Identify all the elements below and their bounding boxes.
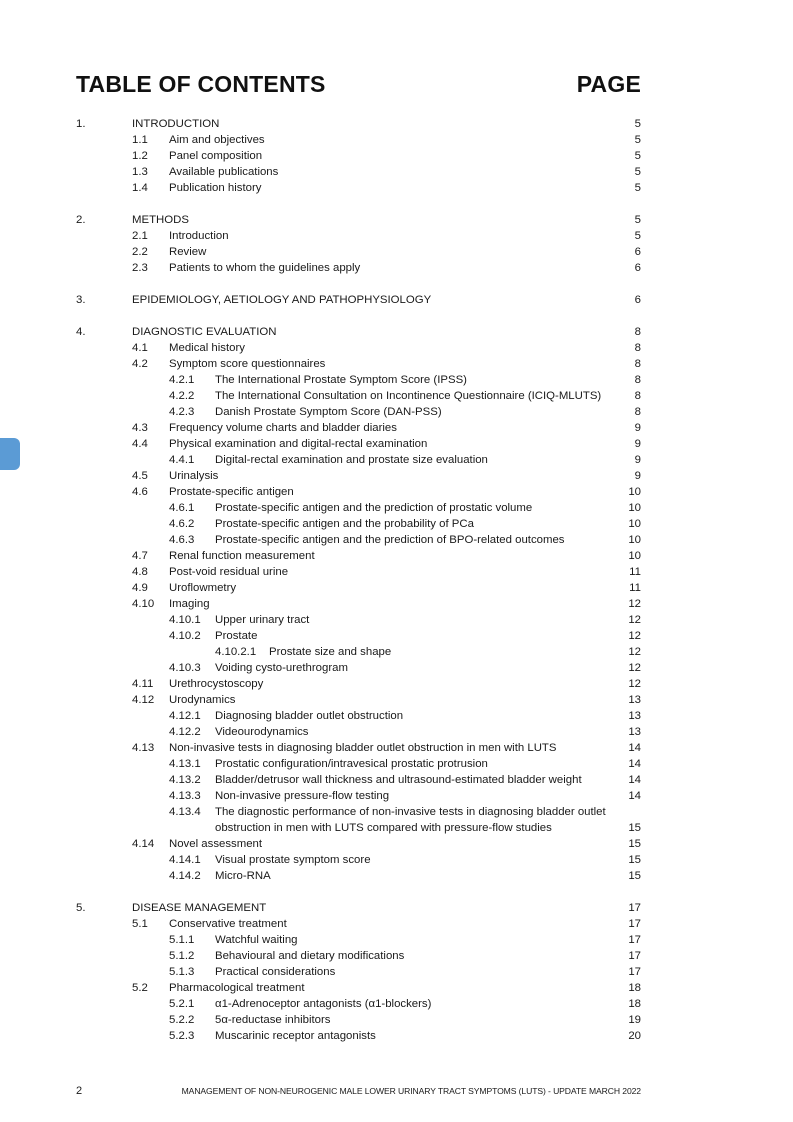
toc-entry-page: 14 xyxy=(628,742,641,754)
toc-entry[interactable] xyxy=(0,772,793,788)
toc-entry-title: Available publications xyxy=(169,166,279,178)
toc-entry-title: Frequency volume charts and bladder diaries xyxy=(169,422,397,434)
toc-entry-number: 4.10.3 xyxy=(169,662,201,674)
toc-entry[interactable] xyxy=(0,660,793,676)
toc-entry[interactable] xyxy=(0,180,793,196)
toc-entry-number: 4.4 xyxy=(132,438,148,450)
toc-entry-title: Imaging xyxy=(169,598,210,610)
toc-entry[interactable] xyxy=(0,500,793,516)
toc-entry-page: 5 xyxy=(634,230,641,242)
toc-entry[interactable] xyxy=(0,564,793,580)
toc-entry[interactable] xyxy=(0,148,793,164)
toc-entry[interactable] xyxy=(0,388,793,404)
toc-entry[interactable] xyxy=(0,532,793,548)
toc-entry[interactable] xyxy=(0,420,793,436)
toc-entry-number: 4.10.2 xyxy=(169,630,201,642)
toc-entry-number: 5.2.1 xyxy=(169,998,195,1010)
toc-entry-page: 9 xyxy=(634,438,641,450)
toc-entry-number: 4.2 xyxy=(132,358,148,370)
toc-entry-title: Upper urinary tract xyxy=(215,614,310,626)
toc-entry-number: 4.13.4 xyxy=(169,806,201,818)
footer-page-number: 2 xyxy=(76,1085,83,1097)
toc-entry[interactable] xyxy=(0,708,793,724)
toc-entry-number: 4.2.2 xyxy=(169,390,195,402)
toc-entry-title: Non-invasive pressure-flow testing xyxy=(215,790,390,802)
toc-entry-page: 18 xyxy=(628,998,641,1010)
toc-entry-page: 12 xyxy=(628,662,641,674)
toc-entry-title: Prostate size and shape xyxy=(269,646,392,658)
toc-entry-number: 4.12 xyxy=(132,694,155,706)
toc-entry-number: 4.13.3 xyxy=(169,790,201,802)
toc-entry[interactable] xyxy=(0,980,793,996)
toc-entry[interactable] xyxy=(0,756,793,772)
toc-entry-number: 4.6.1 xyxy=(169,502,195,514)
toc-entry-title: Watchful waiting xyxy=(215,934,298,946)
toc-entry-number: 5.2.3 xyxy=(169,1030,195,1042)
toc-entry-title: Visual prostate symptom score xyxy=(215,854,371,866)
toc-entry-number: 3. xyxy=(76,294,86,306)
toc-entry[interactable] xyxy=(0,164,793,180)
toc-entry-page: 15 xyxy=(628,870,641,882)
toc-entry[interactable] xyxy=(0,868,793,884)
toc-entry-number: 4.12.2 xyxy=(169,726,201,738)
toc-entry-title: Aim and objectives xyxy=(169,134,265,146)
toc-entry-title: METHODS xyxy=(132,214,189,226)
toc-entry[interactable] xyxy=(0,340,793,356)
toc-entry-title: 5α-reductase inhibitors xyxy=(215,1014,331,1026)
toc-entry[interactable] xyxy=(0,676,793,692)
toc-entry-title: Non-invasive tests in diagnosing bladder outlet obstruction in men with LUTS xyxy=(169,742,557,754)
toc-entry-number: 4.8 xyxy=(132,566,148,578)
toc-entry-number: 1.1 xyxy=(132,134,148,146)
toc-entry-number: 2. xyxy=(76,214,86,226)
toc-entry-page: 19 xyxy=(628,1014,641,1026)
toc-entry-title: obstruction in men with LUTS compared with pressure-flow studies xyxy=(215,822,552,834)
toc-entry[interactable] xyxy=(0,292,793,308)
toc-entry-page: 5 xyxy=(634,182,641,194)
toc-entry[interactable] xyxy=(0,404,793,420)
toc-entry-page: 8 xyxy=(634,342,641,354)
toc-entry-number: 2.3 xyxy=(132,262,148,274)
toc-entry-page: 12 xyxy=(628,598,641,610)
toc-entry-number: 4.14.2 xyxy=(169,870,201,882)
toc-entry-number: 4.10.1 xyxy=(169,614,201,626)
toc-entry[interactable] xyxy=(0,484,793,500)
toc-entry-page: 6 xyxy=(634,246,641,258)
toc-entry-page: 5 xyxy=(634,150,641,162)
toc-entry[interactable] xyxy=(0,836,793,852)
toc-entry[interactable] xyxy=(0,228,793,244)
toc-entry[interactable] xyxy=(0,724,793,740)
toc-entry-title: DIAGNOSTIC EVALUATION xyxy=(132,326,277,338)
toc-entry-page: 5 xyxy=(634,118,641,130)
toc-entry-number: 4.12.1 xyxy=(169,710,201,722)
toc-entry-title: Prostate xyxy=(215,630,258,642)
footer-document-title: MANAGEMENT OF NON-NEUROGENIC MALE LOWER URINARY TRACT SYMPTOMS (LUTS) - UPDATE MARCH 2022 xyxy=(181,1086,641,1096)
toc-entry-title: Prostate-specific antigen xyxy=(169,486,294,498)
toc-entry-number: 4.3 xyxy=(132,422,148,434)
toc-entry-title: Physical examination and digital-rectal examination xyxy=(169,438,428,450)
toc-entry-title: Introduction xyxy=(169,230,229,242)
toc-entry[interactable] xyxy=(0,820,793,836)
toc-entry[interactable] xyxy=(0,548,793,564)
toc-entry[interactable] xyxy=(0,356,793,372)
toc-entry-page: 14 xyxy=(628,790,641,802)
toc-entry-number: 1.4 xyxy=(132,182,148,194)
toc-entry[interactable] xyxy=(0,948,793,964)
toc-entry-title: Diagnosing bladder outlet obstruction xyxy=(215,710,404,722)
toc-entry[interactable] xyxy=(0,788,793,804)
toc-entry-page: 14 xyxy=(628,758,641,770)
toc-entry-number: 4.6.3 xyxy=(169,534,195,546)
toc-entry-page: 10 xyxy=(628,534,641,546)
toc-entry-page: 5 xyxy=(634,214,641,226)
toc-entry[interactable] xyxy=(0,244,793,260)
toc-entry-page: 10 xyxy=(628,550,641,562)
page-column-header: PAGE xyxy=(576,71,641,97)
toc-entry-number: 5.1.1 xyxy=(169,934,195,946)
toc-entry-number: 1.3 xyxy=(132,166,148,178)
toc-entry-title: Medical history xyxy=(169,342,245,354)
toc-entry-number: 5. xyxy=(76,902,86,914)
toc-entry-title: α1-Adrenoceptor antagonists (α1-blockers) xyxy=(215,998,432,1010)
toc-entry-number: 4.13 xyxy=(132,742,155,754)
toc-entry-title: Review xyxy=(169,246,207,258)
toc-entry-number: 4.4.1 xyxy=(169,454,195,466)
toc-entry-page: 14 xyxy=(628,774,641,786)
toc-entry-number: 5.2.2 xyxy=(169,1014,195,1026)
toc-entry-page: 17 xyxy=(628,934,641,946)
toc-entry-page: 13 xyxy=(628,726,641,738)
toc-entry-page: 5 xyxy=(634,166,641,178)
toc-entry[interactable] xyxy=(0,468,793,484)
toc-entry-number: 4.5 xyxy=(132,470,148,482)
toc-entry-page: 10 xyxy=(628,502,641,514)
toc-entry-number: 4.13.2 xyxy=(169,774,201,786)
toc-entry-number: 4.1 xyxy=(132,342,148,354)
toc-entry[interactable] xyxy=(0,596,793,612)
toc-entry-page: 20 xyxy=(628,1030,641,1042)
toc-entry-title: Conservative treatment xyxy=(169,918,287,930)
toc-entry-page: 6 xyxy=(634,262,641,274)
toc-entry-number: 4.2.1 xyxy=(169,374,195,386)
toc-entry-number: 4.6.2 xyxy=(169,518,195,530)
toc-entry[interactable] xyxy=(0,452,793,468)
toc-entry-number: 2.1 xyxy=(132,230,148,242)
toc-entry[interactable] xyxy=(0,132,793,148)
toc-entry-title: Pharmacological treatment xyxy=(169,982,305,994)
toc-entry-number: 5.2 xyxy=(132,982,148,994)
toc-entry[interactable] xyxy=(0,692,793,708)
toc-entry-page: 8 xyxy=(634,358,641,370)
toc-entry-page: 10 xyxy=(628,486,641,498)
toc-entry-title: Danish Prostate Symptom Score (DAN-PSS) xyxy=(215,406,442,418)
toc-entry[interactable] xyxy=(0,516,793,532)
toc-entry[interactable] xyxy=(0,852,793,868)
toc-entry-number: 2.2 xyxy=(132,246,148,258)
toc-entry[interactable] xyxy=(0,628,793,644)
toc-entry-page: 13 xyxy=(628,710,641,722)
toc-entry[interactable] xyxy=(0,964,793,980)
table-of-contents xyxy=(0,116,793,1044)
toc-entry-page: 17 xyxy=(628,918,641,930)
page-title: TABLE OF CONTENTS xyxy=(76,71,326,97)
toc-entry-number: 4.2.3 xyxy=(169,406,195,418)
toc-entry-number: 4.11 xyxy=(132,678,154,690)
toc-entry-title: Bladder/detrusor wall thickness and ultrasound-estimated bladder weight xyxy=(215,774,582,786)
toc-entry-title: Prostate-specific antigen and the probability of PCa xyxy=(215,518,474,530)
toc-entry-page: 6 xyxy=(634,294,641,306)
toc-entry-title: Practical considerations xyxy=(215,966,336,978)
toc-entry-number: 4.6 xyxy=(132,486,148,498)
toc-entry-page: 17 xyxy=(628,950,641,962)
toc-entry-number: 4.10.2.1 xyxy=(215,646,257,658)
toc-entry-page: 15 xyxy=(628,838,641,850)
toc-entry-page: 8 xyxy=(634,326,641,338)
toc-entry-page: 17 xyxy=(628,966,641,978)
toc-entry-title: INTRODUCTION xyxy=(132,118,220,130)
toc-entry-page: 10 xyxy=(628,518,641,530)
toc-entry[interactable] xyxy=(0,116,793,132)
toc-entry-page: 9 xyxy=(634,470,641,482)
toc-entry-number: 4.14.1 xyxy=(169,854,201,866)
toc-entry-page: 12 xyxy=(628,678,641,690)
toc-entry-page: 11 xyxy=(629,566,641,578)
toc-entry-page: 12 xyxy=(628,630,641,642)
toc-entry-number: 4.9 xyxy=(132,582,148,594)
page-footer xyxy=(0,1084,793,1098)
toc-entry-title: Videourodynamics xyxy=(215,726,309,738)
toc-entry-page: 15 xyxy=(628,822,641,834)
toc-entry-page: 8 xyxy=(634,390,641,402)
toc-entry-title: Micro-RNA xyxy=(215,870,271,882)
toc-entry[interactable] xyxy=(0,212,793,228)
toc-entry[interactable] xyxy=(0,932,793,948)
toc-entry-title: The International Consultation on Incontinence Questionnaire (ICIQ-MLUTS) xyxy=(215,390,602,402)
toc-entry-title: Behavioural and dietary modifications xyxy=(215,950,405,962)
toc-entry[interactable] xyxy=(0,1012,793,1028)
toc-entry-title: The diagnostic performance of non-invasive tests in diagnosing bladder outlet xyxy=(215,806,606,818)
toc-entry-title: Voiding cysto-urethrogram xyxy=(215,662,348,674)
toc-entry-title: Uroflowmetry xyxy=(169,582,237,594)
toc-entry-number: 5.1.2 xyxy=(169,950,195,962)
toc-entry[interactable] xyxy=(0,580,793,596)
toc-entry-number: 4.7 xyxy=(132,550,148,562)
toc-entry-title: Novel assessment xyxy=(169,838,263,850)
toc-entry-number: 4. xyxy=(76,326,86,338)
toc-entry-title: Panel composition xyxy=(169,150,263,162)
toc-entry-title: Muscarinic receptor antagonists xyxy=(215,1030,376,1042)
toc-entry-number: 4.10 xyxy=(132,598,155,610)
toc-entry-title: Prostate-specific antigen and the prediction of BPO-related outcomes xyxy=(215,534,565,546)
toc-entry-page: 12 xyxy=(628,646,641,658)
toc-entry[interactable] xyxy=(0,916,793,932)
toc-entry-title: DISEASE MANAGEMENT xyxy=(132,902,267,914)
toc-entry[interactable] xyxy=(0,260,793,276)
toc-entry-page: 9 xyxy=(634,422,641,434)
toc-entry-page: 18 xyxy=(628,982,641,994)
toc-entry-page: 11 xyxy=(629,582,641,594)
toc-entry-number: 1.2 xyxy=(132,150,148,162)
toc-entry[interactable] xyxy=(0,372,793,388)
toc-entry-title: Urodynamics xyxy=(169,694,236,706)
toc-entry[interactable] xyxy=(0,900,793,916)
toc-entry-title: Prostate-specific antigen and the prediction of prostatic volume xyxy=(215,502,533,514)
toc-entry[interactable] xyxy=(0,996,793,1012)
toc-entry-title: EPIDEMIOLOGY, AETIOLOGY AND PATHOPHYSIOLOGY xyxy=(132,294,432,306)
toc-entry-page: 12 xyxy=(628,614,641,626)
toc-entry-page: 13 xyxy=(628,694,641,706)
toc-entry-title: Post-void residual urine xyxy=(169,566,289,578)
toc-entry[interactable] xyxy=(0,740,793,756)
toc-entry-title: The International Prostate Symptom Score (IPSS) xyxy=(215,374,467,386)
toc-entry[interactable] xyxy=(0,612,793,628)
toc-entry-title: Patients to whom the guidelines apply xyxy=(169,262,361,274)
toc-entry-page: 8 xyxy=(634,406,641,418)
toc-entry-title: Publication history xyxy=(169,182,262,194)
toc-entry-title: Digital-rectal examination and prostate size evaluation xyxy=(215,454,488,466)
toc-entry-number: 5.1.3 xyxy=(169,966,195,978)
toc-entry-page: 8 xyxy=(634,374,641,386)
toc-entry-title: Renal function measurement xyxy=(169,550,315,562)
toc-entry[interactable] xyxy=(0,644,793,660)
toc-entry-page: 5 xyxy=(634,134,641,146)
toc-entry-title: Urethrocystoscopy xyxy=(169,678,264,690)
toc-entry-number: 1. xyxy=(76,118,86,130)
toc-entry-page: 9 xyxy=(634,454,641,466)
toc-entry-title: Prostatic configuration/intravesical prostatic protrusion xyxy=(215,758,488,770)
toc-entry[interactable] xyxy=(0,436,793,452)
toc-entry[interactable] xyxy=(0,804,793,820)
toc-entry-page: 15 xyxy=(628,854,641,866)
toc-entry[interactable] xyxy=(0,1028,793,1044)
toc-entry-number: 5.1 xyxy=(132,918,148,930)
toc-entry-title: Symptom score questionnaires xyxy=(169,358,326,370)
toc-entry-page: 17 xyxy=(628,902,641,914)
toc-entry-number: 4.13.1 xyxy=(169,758,201,770)
toc-entry[interactable] xyxy=(0,324,793,340)
toc-entry-number: 4.14 xyxy=(132,838,155,850)
toc-entry-title: Urinalysis xyxy=(169,470,219,482)
